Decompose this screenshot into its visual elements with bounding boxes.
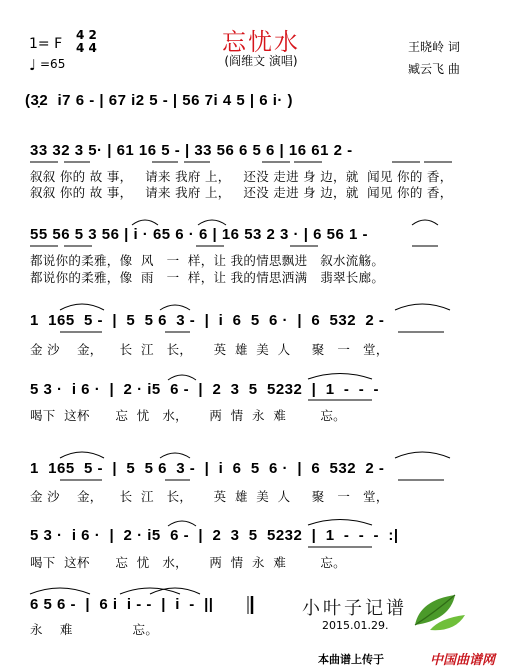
key-signature: 1= F: [29, 36, 63, 52]
lyric-verse-2a: 都说你的柔雅，像 风 一 样，让 我的情思飘进 叙水流觞。: [30, 253, 385, 268]
time-signature-bottom: 4 4: [76, 41, 97, 55]
score-line-ending: 6 5 6 - | 6 i i - - | i - ||: [30, 596, 214, 613]
lyric-chorus-2: 喝下 这杯 忘 忧 水， 两 情 永 难 忘。: [30, 408, 346, 423]
slur-mark: [30, 588, 90, 594]
slur-mark: [308, 374, 372, 380]
performer-label: (阎维文 演唱): [224, 54, 298, 68]
slur-mark: [160, 453, 190, 458]
upload-note: 本曲谱上传于: [318, 653, 384, 666]
score-line-verse-2: 55 56 5 3 56 | i · 65 6 · 6 | 16 53 2 3 · | 6 56 1 -: [30, 226, 368, 243]
slur-mark: [160, 305, 190, 310]
slur-mark: [412, 220, 438, 225]
song-title: 忘忧水: [222, 28, 300, 56]
transcriber-signature: 小叶子记谱: [302, 598, 407, 619]
leaf-icon: [410, 590, 470, 635]
slur-mark: [198, 220, 226, 225]
transcription-date: 2015.01.29.: [322, 619, 389, 632]
score-line-chorus-4: 5 3 · i 6 · | 2 · i5 6 - | 2 3 5 5232 | 1 - - - :|: [30, 527, 399, 544]
lyric-chorus-1: 金 沙 金， 长 江 长， 英 雄 美 人 聚 一 堂，: [30, 342, 389, 357]
slur-mark: [395, 452, 450, 458]
time-signature-top: 4 2: [76, 28, 97, 42]
slur-mark: [60, 452, 104, 458]
score-line-chorus-3: 1 165 5 - | 5 5 6 3 - | i 6 5 6 · | 6 532 2 -: [30, 460, 385, 477]
lyric-chorus-4: 喝下 这杯 忘 忧 水， 两 情 永 难 忘。: [30, 555, 346, 570]
score-line-chorus-1: 1 165 5 - | 5 5 6 3 - | i 6 5 6 · | 6 532 2 -: [30, 312, 385, 329]
slur-mark: [150, 588, 200, 594]
lyric-chorus-3: 金 沙 金， 长 江 长， 英 雄 美 人 聚 一 堂，: [30, 489, 389, 504]
lyric-ending: 永 难 忘。: [30, 622, 159, 637]
slur-mark: [168, 375, 196, 380]
composer-credit: 臧云飞 曲: [408, 62, 460, 76]
slur-mark: [308, 520, 372, 526]
quarter-note-icon: ♩: [29, 56, 37, 74]
lyric-verse-2b: 都说你的柔雅，像 雨 一 样，让 我的情思洒满 翡翠长廊。: [30, 270, 385, 285]
lyric-verse-1a: 叙叙 你的 故 事， 请来 我府 上， 还没 走进 身 边，就 闻见 你的 香，: [30, 169, 453, 184]
lyric-verse-1b: 叙叙 你的 故 事， 请来 我府 上， 还没 走进 身 边，就 闻见 你的 香，: [30, 185, 453, 200]
score-line-intro: (3̣2 i7 6 - | 67 i2 5 - | 56 7i 4 5 | 6 i· ): [25, 92, 294, 109]
slur-mark: [60, 304, 104, 310]
slur-mark: [395, 304, 450, 310]
lyricist-credit: 王晓岭 词: [408, 40, 460, 54]
score-line-verse-1: 33 32 3 5· | 61 16 5 - | 33 56 6 5 6 | 16 61 2 -: [30, 142, 353, 159]
slur-mark: [168, 521, 196, 526]
site-name: 中国曲谱网: [430, 653, 496, 668]
slur-mark: [120, 588, 180, 594]
tempo-marking: =65: [40, 57, 66, 71]
score-line-chorus-2: 5 3 · i 6 · | 2 · i5 6 - | 2 3 5 5232 | 1 - - -: [30, 381, 380, 398]
slur-mark: [132, 220, 158, 225]
